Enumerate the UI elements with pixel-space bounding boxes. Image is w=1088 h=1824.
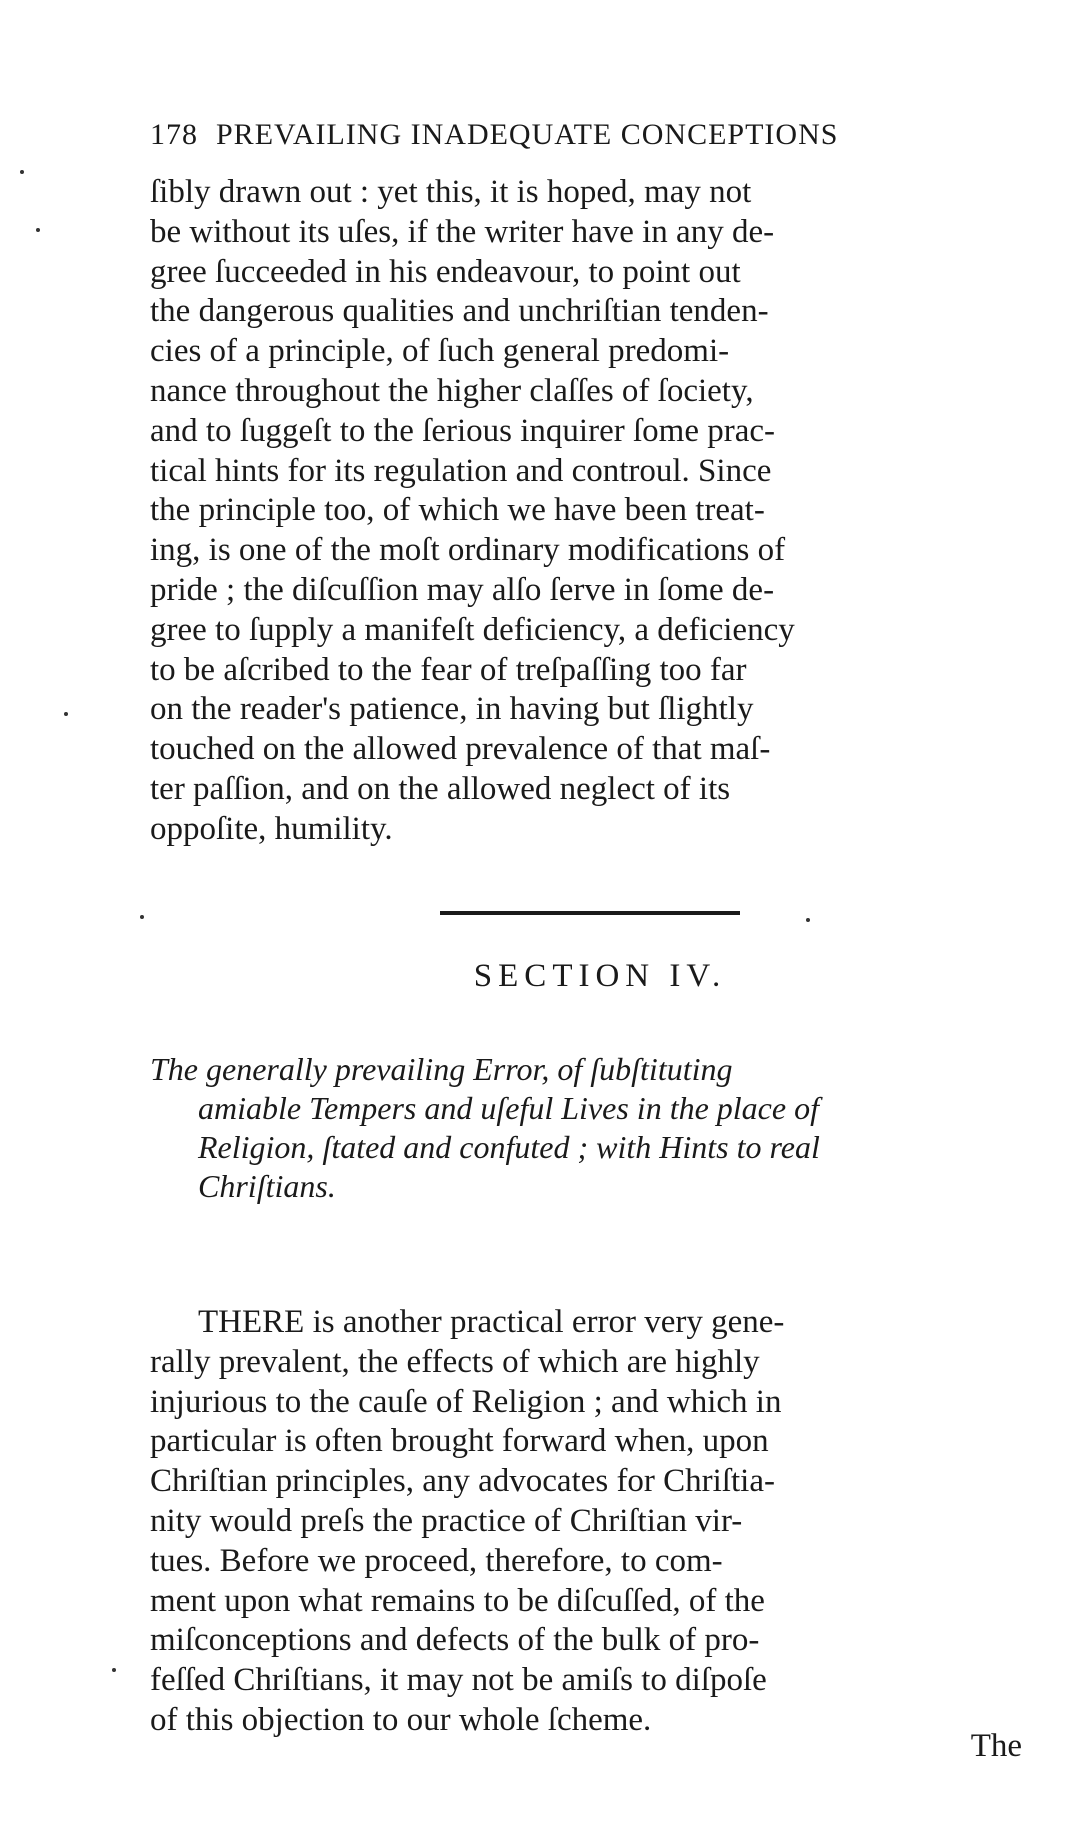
text-line: THERE is another practical error very gene- [198, 1304, 785, 1340]
ink-speck [36, 228, 40, 232]
text-line: miſconceptions and defects of the bulk of pro- [150, 1622, 760, 1659]
running-title: PREVAILING INADEQUATE CONCEPTIONS [216, 118, 839, 151]
text-line: gree ſucceeded in his endeavour, to point out [150, 253, 741, 290]
ink-speck [20, 170, 24, 174]
text-line: cies of a principle, of ſuch general predomi- [150, 333, 730, 370]
ink-speck [140, 915, 144, 919]
text-line: ſibly drawn out : yet this, it is hoped, may not [150, 174, 752, 210]
text-line: ing, is one of the moſt ordinary modifications of [150, 532, 786, 569]
text-line: oppoſite, humility. [150, 810, 393, 847]
subtitle-line: Chriſtians. [198, 1168, 336, 1204]
text-line: rally prevalent, the effects of which are highly [150, 1343, 760, 1380]
text-line: tues. Before we proceed, therefore, to com- [150, 1542, 723, 1579]
section-divider-rule [440, 911, 740, 915]
paragraph-1 [150, 173, 1010, 850]
text-line: the dangerous qualities and unchriſtian tenden- [150, 293, 769, 330]
text-line: Chriſtian principles, any advocates for Chriſtia- [150, 1463, 775, 1500]
text-line: injurious to the cauſe of Religion ; and which in [150, 1383, 782, 1420]
ink-speck [64, 712, 68, 716]
text-line: gree to ſupply a manifeſt deficiency, a deficiency [150, 611, 795, 648]
text-line: feſſed Chriſtians, it may not be amiſs to diſpoſe [150, 1662, 767, 1699]
text-line: of this objection to our whole ſcheme. [150, 1701, 652, 1738]
running-head [150, 118, 980, 152]
catchword: The [970, 1728, 1022, 1764]
ink-speck [112, 1668, 116, 1672]
page-number: 178 [150, 118, 198, 151]
ink-speck [806, 918, 810, 922]
subtitle-line: The generally prevailing Error, of ſubſtituting [150, 1051, 733, 1087]
text-line: touched on the allowed prevalence of that maſ- [150, 731, 771, 768]
text-line: ter paſſion, and on the allowed neglect of its [150, 770, 731, 807]
text-line: ment upon what remains to be diſcuſſed, of the [150, 1582, 765, 1619]
text-line: and to ſuggeſt to the ſerious inquirer ſome prac- [150, 412, 775, 449]
text-line: to be aſcribed to the fear of treſpaſſing too far [150, 651, 747, 688]
subtitle-line: amiable Tempers and uſeful Lives in the place of [198, 1090, 819, 1126]
text-line: particular is often brought forward when, upon [150, 1423, 769, 1460]
text-line: nance throughout the higher claſſes of ſociety, [150, 372, 754, 409]
text-line: nity would preſs the practice of Chriſtian vir- [150, 1502, 743, 1539]
section-heading: SECTION IV. [473, 958, 727, 994]
text-line: on the reader's patience, in having but ſlightly [150, 691, 754, 728]
text-line: be without its uſes, if the writer have in any de- [150, 213, 775, 250]
text-line: tical hints for its regulation and controul. Since [150, 452, 772, 489]
text-line: pride ; the diſcuſſion may alſo ſerve in ſome de- [150, 571, 775, 608]
section-subtitle [150, 1050, 1010, 1206]
paragraph-2 [150, 1303, 1010, 1741]
text-line: the principle too, of which we have been treat- [150, 492, 765, 529]
subtitle-line: Religion, ſtated and confuted ; with Hints to real [198, 1129, 820, 1165]
